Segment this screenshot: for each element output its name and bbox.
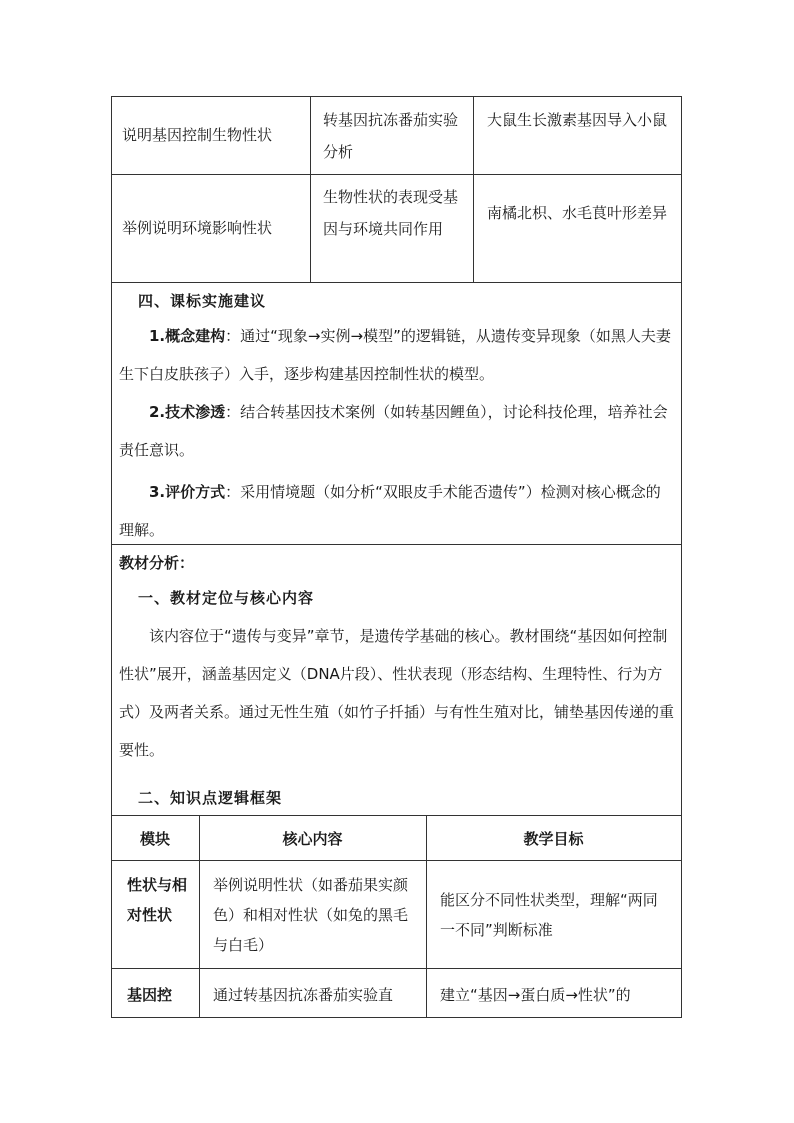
ft-header-content: 核心内容 xyxy=(282,830,343,848)
top-table-border-right xyxy=(681,96,682,283)
item-text: 结合转基因技术案例（如转基因鲤鱼），讨论科技伦理，培养社会责任意识。 xyxy=(119,403,668,459)
item-label: 2.技术渗透 xyxy=(149,403,226,421)
analysis-paragraph: 该内容位于“遗传与变异”章节，是遗传学基础的核心。教材围绕“基因如何控制性状”展开，涵盖基因定义（DNA片段）、性状表现（形态结构、生理特性、行为方式）及两者关系。通过无性生殖（如竹子扦插）与有性生殖对比，铺垫基因传递的重要性。 xyxy=(119,627,675,759)
section4-item-2 xyxy=(119,393,675,469)
top-table-border-bottom xyxy=(111,282,682,283)
section4-item-3 xyxy=(119,473,675,549)
top-table-border-top xyxy=(111,96,682,97)
item-label: 3.评价方式 xyxy=(149,483,226,501)
ft-cell-content-2: 通过转基因抗冻番茄实验直 xyxy=(213,986,394,1004)
ft-header-goal: 教学目标 xyxy=(523,830,584,848)
ft-header-module: 模块 xyxy=(139,830,170,848)
ft-cell-module-1: 性状与相对性状 xyxy=(127,876,188,924)
ft-border-bottom xyxy=(111,1017,682,1018)
top-table-cell-example-1: 大鼠生长激素基因导入小鼠 xyxy=(487,111,668,129)
section4-heading: 四、课标实施建议 xyxy=(138,292,267,310)
item-text: 采用情境题（如分析“双眼皮手术能否遗传”）检测对核心概念的理解。 xyxy=(119,483,661,539)
analysis-subheading-2: 二、知识点逻辑框架 xyxy=(138,789,283,807)
top-table-cell-activity-1: 转基因抗冻番茄实验分析 xyxy=(323,111,459,161)
ft-row-divider xyxy=(111,968,682,969)
top-table-cell-example-2: 南橘北枳、水毛茛叶形差异 xyxy=(487,204,668,222)
ft-cell-goal-1: 能区分不同性状类型，理解“两同一不同”判断标准 xyxy=(440,891,658,939)
ft-cell-goal-2: 建立“基因→蛋白质→性状”的 xyxy=(440,986,631,1004)
item-label: 1.概念建构 xyxy=(149,327,226,345)
top-table-cell-req-2: 举例说明环境影响性状 xyxy=(122,219,273,237)
frame-left xyxy=(111,282,112,1018)
item-sep: ： xyxy=(225,403,241,421)
top-table-cell-activity-2: 生物性状的表现受基因与环境共同作用 xyxy=(323,188,459,238)
ft-cell-module-2: 基因控 xyxy=(127,986,173,1004)
frame-right xyxy=(681,282,682,1018)
ft-cell-content-1: 举例说明性状（如番茄果实颜色）和相对性状（如兔的黑毛与白毛） xyxy=(213,876,409,954)
analysis-title: 教材分析： xyxy=(119,554,195,572)
analysis-subheading-1: 一、教材定位与核心内容 xyxy=(138,589,315,607)
ft-border-top xyxy=(111,815,682,816)
top-table-cell-req-1: 说明基因控制生物性状 xyxy=(122,126,273,144)
top-table-row-divider xyxy=(111,174,682,175)
top-table-border-left xyxy=(111,96,112,283)
top-table-col-divider-1 xyxy=(310,96,311,283)
ft-header-divider xyxy=(111,860,682,861)
section4-item-1 xyxy=(119,317,675,393)
item-sep: ： xyxy=(225,483,241,501)
item-sep: ： xyxy=(225,327,241,345)
top-table-col-divider-2 xyxy=(473,96,474,283)
item-text: 通过“现象→实例→模型”的逻辑链，从遗传变异现象（如黑人夫妻生下白皮肤孩子）入手，逐步构建基因控制性状的模型。 xyxy=(119,327,671,383)
